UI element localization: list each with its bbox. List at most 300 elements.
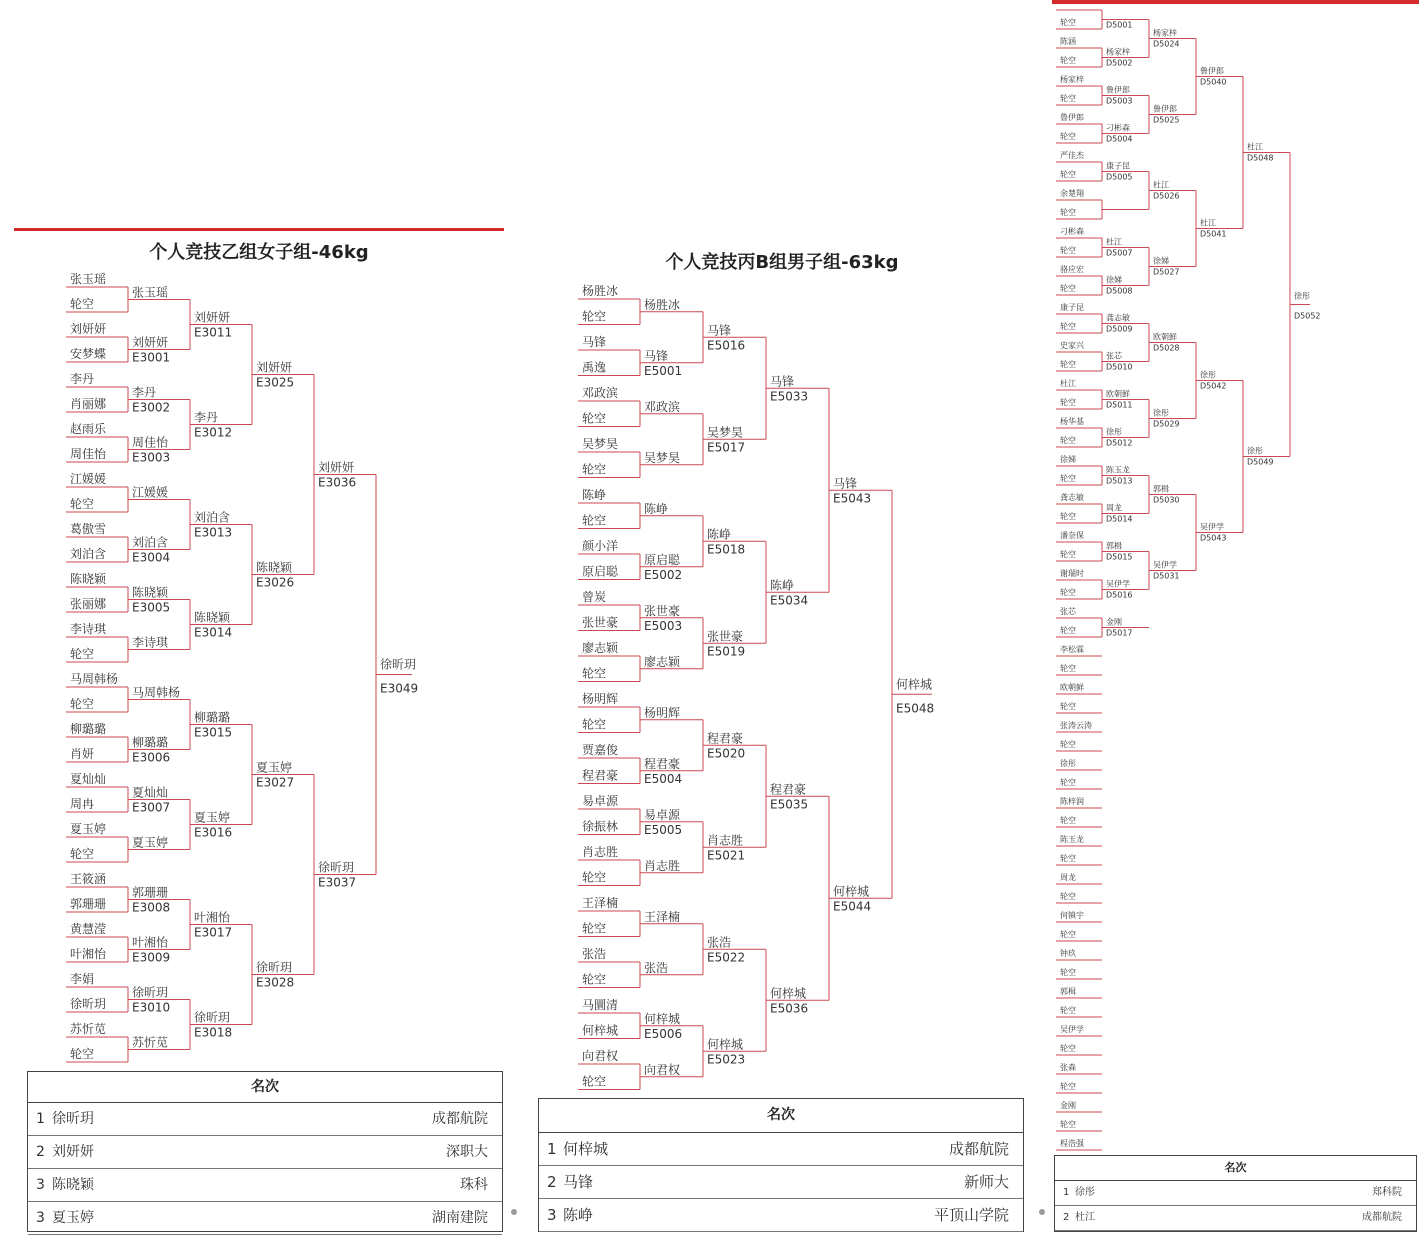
rank-school: 成都航院 <box>432 1111 488 1127</box>
player-name: 黄慧滢 <box>70 922 107 936</box>
player-name: 钟玖 <box>1060 949 1076 958</box>
player-name: 杨胜冰 <box>582 284 619 298</box>
player-name: 徐昕玥 <box>70 997 107 1011</box>
rank-school: 郑科院 <box>1372 1187 1402 1198</box>
player-name: 轮空 <box>1060 550 1076 559</box>
match-code: E3015 <box>194 725 233 740</box>
player-name: 夏灿灿 <box>70 772 107 786</box>
player-name: 肖志胜 <box>582 845 619 859</box>
ranking-row <box>1055 1181 1416 1206</box>
match-code: D5014 <box>1106 514 1133 524</box>
player-name: 轮空 <box>582 309 607 324</box>
player-name: 赵雨乐 <box>70 422 107 436</box>
match-code: D5027 <box>1153 267 1180 277</box>
winner-name: 徐昕玥 <box>380 657 417 672</box>
winner-name: 马锋 <box>644 348 669 363</box>
match-code: D5003 <box>1106 96 1133 106</box>
player-name: 刁彬森 <box>1060 227 1084 236</box>
match-code: D5005 <box>1106 172 1133 182</box>
player-name: 向君权 <box>582 1049 619 1063</box>
winner-name: 周佳怡 <box>132 435 169 450</box>
winner-name: 郭楫 <box>1106 541 1122 551</box>
winner-name: 郭楫 <box>1153 484 1169 494</box>
player-name: 轮空 <box>1060 930 1076 939</box>
winner-name: 康子昆 <box>1106 161 1130 171</box>
winner-name: 杜江 <box>1200 218 1216 228</box>
player-name: 周佳怡 <box>70 447 107 461</box>
winner-name: 徐昕玥 <box>132 985 169 1000</box>
match-code: E5020 <box>707 746 746 761</box>
match-code: E3010 <box>132 1000 171 1015</box>
winner-name: 欧朝鲜 <box>1106 389 1130 399</box>
player-name: 轮空 <box>1060 1044 1076 1053</box>
match-code: E3009 <box>132 950 171 965</box>
winner-name: 原启聪 <box>644 552 681 567</box>
player-name: 谢瑞时 <box>1060 569 1084 578</box>
match-code: D5024 <box>1153 39 1180 49</box>
rank-athlete-name: 何梓城 <box>563 1140 609 1158</box>
winner-name: 何梓城 <box>833 884 870 899</box>
player-name: 轮空 <box>1060 740 1076 749</box>
player-name: 轮空 <box>1060 664 1076 673</box>
match-code: D5049 <box>1247 457 1274 467</box>
player-name: 廖志颖 <box>582 641 619 655</box>
match-code: E5003 <box>644 618 683 633</box>
rank-school: 成都航院 <box>948 1140 1009 1158</box>
player-name: 轮空 <box>1060 512 1076 521</box>
player-name: 轮空 <box>1060 436 1076 445</box>
player-name: 轮空 <box>1060 854 1076 863</box>
player-name: 轮空 <box>1060 56 1076 65</box>
winner-name: 杨明辉 <box>644 705 681 720</box>
match-code: E3049 <box>380 681 419 696</box>
winner-name: 叶湘怡 <box>132 935 169 950</box>
player-name: 轮空 <box>70 847 95 861</box>
player-name: 轮空 <box>1060 322 1076 331</box>
match-code: D5042 <box>1200 381 1227 391</box>
winner-name: 鲁伊郎 <box>1153 104 1177 114</box>
match-code: E5048 <box>896 701 935 716</box>
player-name: 轮空 <box>1060 702 1076 711</box>
player-name: 轮空 <box>70 697 95 711</box>
player-name: 陈玉龙 <box>1060 835 1084 844</box>
rank-school: 成都航院 <box>1362 1212 1402 1223</box>
rank-athlete-name: 马锋 <box>563 1173 594 1191</box>
winner-name: 刁彬森 <box>1106 123 1130 133</box>
rank-athlete-name: 徐彤 <box>1075 1187 1095 1198</box>
winner-name: 王泽楠 <box>644 909 681 924</box>
match-code: E5022 <box>707 950 746 965</box>
winner-name: 鲁伊郎 <box>1106 85 1130 95</box>
player-name: 何镇宇 <box>1060 911 1084 920</box>
player-name: 李松霖 <box>1060 645 1084 654</box>
match-code: E3007 <box>132 800 171 815</box>
player-name: 潘奈保 <box>1060 531 1084 540</box>
rank-number: 2 <box>547 1173 557 1191</box>
winner-name: 程君豪 <box>644 756 681 771</box>
player-name: 杜江 <box>1060 379 1076 388</box>
match-code: D5008 <box>1106 286 1133 296</box>
rank-number: 3 <box>547 1206 557 1224</box>
winner-name: 夏灿灿 <box>132 785 169 800</box>
player-name: 安梦蝶 <box>70 347 107 361</box>
winner-name: 夏玉婷 <box>132 835 169 850</box>
winner-name: 刘泊含 <box>194 510 231 525</box>
player-name: 轮空 <box>70 1047 95 1061</box>
rank-athlete-name: 杜江 <box>1075 1212 1095 1223</box>
player-name: 肖妍 <box>70 747 95 761</box>
rank-number: 1 <box>1063 1187 1070 1198</box>
winner-name: 徐昕玥 <box>194 1010 231 1025</box>
match-code: D5052 <box>1294 311 1321 321</box>
winner-name: 吴伊学 <box>1200 522 1224 532</box>
winner-name: 陈晓颖 <box>132 585 169 600</box>
winner-name: 吴梦昊 <box>707 425 744 440</box>
player-name: 张芯 <box>1060 607 1076 616</box>
player-name: 徐娣 <box>1060 455 1076 464</box>
ranking-title: 名次 <box>28 1072 502 1103</box>
match-code: E3004 <box>132 550 171 565</box>
winner-name: 吴梦昊 <box>644 450 681 465</box>
match-code: E3026 <box>256 575 295 590</box>
match-code: E5033 <box>770 389 809 404</box>
rank-number: 1 <box>36 1111 45 1127</box>
match-code: D5026 <box>1153 191 1180 201</box>
player-name: 葛傲雪 <box>70 522 107 536</box>
winner-name: 杜江 <box>1106 237 1122 247</box>
match-code: D5009 <box>1106 324 1133 334</box>
winner-name: 何梓城 <box>707 1037 744 1052</box>
winner-name: 柳璐璐 <box>132 735 169 750</box>
winner-name: 苏忻苋 <box>132 1035 169 1050</box>
winner-name: 肖志胜 <box>644 858 681 873</box>
player-name: 轮空 <box>70 497 95 511</box>
winner-name: 李丹 <box>194 410 219 425</box>
winner-name: 周龙 <box>1106 503 1122 513</box>
match-code: E3027 <box>256 775 295 790</box>
winner-name: 肖志胜 <box>707 833 744 848</box>
player-name: 余楚翔 <box>1060 189 1084 198</box>
match-code: E3005 <box>132 600 171 615</box>
rank-school: 新师大 <box>963 1173 1009 1191</box>
winner-name: 杨家梓 <box>1153 28 1177 38</box>
player-name: 金刚 <box>1060 1101 1076 1110</box>
player-name: 颜小洋 <box>582 539 619 553</box>
winner-name: 廖志颖 <box>644 654 681 669</box>
player-name: 轮空 <box>1060 968 1076 977</box>
winner-name: 刘妍妍 <box>132 335 169 350</box>
winner-name: 陈峥 <box>644 501 669 516</box>
player-name: 轮空 <box>1060 1120 1076 1129</box>
player-name: 徐振林 <box>582 819 619 834</box>
match-code: E5021 <box>707 848 746 863</box>
winner-name: 郭珊珊 <box>132 885 169 900</box>
winner-name: 张世豪 <box>707 629 744 644</box>
player-name: 杨明辉 <box>582 692 619 706</box>
match-code: E3016 <box>194 825 233 840</box>
player-name: 李诗琪 <box>70 622 107 636</box>
match-code: D5029 <box>1153 419 1180 429</box>
winner-name: 吴伊学 <box>1106 579 1130 589</box>
player-name: 轮空 <box>70 647 95 661</box>
player-name: 刘妍妍 <box>70 322 107 336</box>
pagination-dot[interactable] <box>1039 1209 1045 1215</box>
winner-name: 徐昕玥 <box>256 960 293 975</box>
player-name: 马锋 <box>582 335 607 349</box>
winner-name: 马锋 <box>770 374 795 389</box>
player-name: 王泽楠 <box>582 896 619 910</box>
player-name: 马圜清 <box>582 998 619 1012</box>
winner-name: 徐彤 <box>1247 446 1263 456</box>
winner-name: 张芯 <box>1106 351 1122 361</box>
winner-name: 吴伊学 <box>1153 560 1177 570</box>
player-name: 轮空 <box>1060 170 1076 179</box>
player-name: 轮空 <box>582 921 607 936</box>
match-code: E5019 <box>707 644 746 659</box>
winner-name: 李丹 <box>132 385 157 400</box>
player-name: 杨华基 <box>1060 417 1084 426</box>
pagination-dot[interactable] <box>511 1209 517 1215</box>
match-code: E5016 <box>707 338 746 353</box>
ranking-row <box>1055 1206 1416 1231</box>
player-name: 贾嘉俊 <box>582 743 619 757</box>
winner-name: 刘泊含 <box>132 535 169 550</box>
winner-name: 刘妍妍 <box>194 310 231 325</box>
winner-name: 杨家梓 <box>1106 47 1130 57</box>
ranking-title: 名次 <box>539 1099 1023 1133</box>
player-name: 轮空 <box>70 297 95 311</box>
winner-name: 陈晓颖 <box>194 610 231 625</box>
player-name: 轮空 <box>1060 892 1076 901</box>
player-name: 吴梦昊 <box>582 437 619 451</box>
winner-name: 陈玉龙 <box>1106 465 1130 475</box>
player-name: 禹逸 <box>582 360 607 375</box>
match-code: D5016 <box>1106 590 1133 600</box>
player-name: 周龙 <box>1060 873 1076 882</box>
player-name: 马周韩杨 <box>70 672 119 686</box>
match-code: E3036 <box>318 475 357 490</box>
match-code: E3013 <box>194 525 233 540</box>
player-name: 刘泊含 <box>70 547 107 561</box>
winner-name: 易卓源 <box>644 807 681 822</box>
player-name: 轮空 <box>1060 1082 1076 1091</box>
rank-school: 深职大 <box>446 1144 488 1160</box>
player-name: 欧朝鲜 <box>1060 683 1084 692</box>
winner-name: 马周韩杨 <box>132 685 181 700</box>
winner-name: 杜江 <box>1153 180 1169 190</box>
player-name: 张浩 <box>582 947 607 961</box>
match-code: D5011 <box>1106 400 1133 410</box>
winner-name: 陈峥 <box>770 578 795 593</box>
winner-name: 徐娣 <box>1153 256 1169 266</box>
match-code: E3018 <box>194 1025 233 1040</box>
player-name: 康子昆 <box>1060 303 1084 312</box>
player-name: 轮空 <box>1060 778 1076 787</box>
player-name: 轮空 <box>1060 18 1076 27</box>
player-name: 轮空 <box>582 513 607 528</box>
match-code: E3025 <box>256 375 295 390</box>
player-name: 柳璐璐 <box>70 722 107 736</box>
winner-name: 柳璐璐 <box>194 710 231 725</box>
player-name: 轮空 <box>582 462 607 477</box>
player-name: 轮空 <box>1060 398 1076 407</box>
match-code: D5002 <box>1106 58 1133 68</box>
player-name: 陈峥 <box>582 488 607 502</box>
match-code: D5048 <box>1247 153 1274 163</box>
player-name: 陈晓颖 <box>70 572 107 586</box>
winner-name: 马锋 <box>707 323 732 338</box>
match-code: E3003 <box>132 450 171 465</box>
match-code: D5040 <box>1200 77 1227 87</box>
player-name: 史家兴 <box>1060 341 1084 350</box>
player-name: 轮空 <box>1060 284 1076 293</box>
player-name: 陈涵 <box>1060 37 1076 46</box>
player-name: 轮空 <box>582 666 607 681</box>
match-code: E5043 <box>833 491 872 506</box>
player-name: 张世豪 <box>582 615 619 630</box>
player-name: 吴伊学 <box>1060 1025 1084 1034</box>
winner-name: 江媛媛 <box>132 485 169 500</box>
winner-name: 徐彤 <box>1294 291 1310 301</box>
player-name: 张玉瑶 <box>70 272 107 286</box>
match-code: D5043 <box>1200 533 1227 543</box>
match-code: E5035 <box>770 797 809 812</box>
player-name: 轮空 <box>1060 132 1076 141</box>
winner-name: 张浩 <box>707 935 732 950</box>
rank-number: 2 <box>36 1144 45 1160</box>
winner-name: 陈晓颖 <box>256 560 293 575</box>
player-name: 轮空 <box>1060 360 1076 369</box>
player-name: 肖丽娜 <box>70 397 107 411</box>
player-name: 何梓城 <box>582 1023 619 1038</box>
player-name: 轮空 <box>1060 816 1076 825</box>
match-code: E3002 <box>132 400 171 415</box>
player-name: 轮空 <box>582 972 607 987</box>
player-name: 轮空 <box>582 870 607 885</box>
winner-name: 徐昕玥 <box>318 860 355 875</box>
match-code: E5004 <box>644 771 683 786</box>
player-name: 鲁伊郎 <box>1060 113 1084 122</box>
player-name: 张涛云涛 <box>1060 721 1092 730</box>
winner-name: 杜江 <box>1247 142 1263 152</box>
rank-athlete-name: 刘妍妍 <box>52 1144 94 1160</box>
match-code: E5023 <box>707 1052 746 1067</box>
rank-number: 2 <box>1063 1212 1070 1223</box>
player-name: 徐彤 <box>1060 759 1076 768</box>
player-name: 邓政滨 <box>582 386 619 400</box>
match-code: D5007 <box>1106 248 1133 258</box>
player-name: 张丽娜 <box>70 597 107 611</box>
player-name: 轮空 <box>582 411 607 426</box>
winner-name: 杨胜冰 <box>644 297 681 312</box>
match-code: E5034 <box>770 593 809 608</box>
winner-name: 何梓城 <box>644 1011 681 1026</box>
winner-name: 欧朝鲜 <box>1153 332 1177 342</box>
player-name: 轮空 <box>1060 626 1076 635</box>
winner-name: 张世豪 <box>644 603 681 618</box>
player-name: 夏玉婷 <box>70 822 107 836</box>
match-code: E3006 <box>132 750 171 765</box>
match-code: D5004 <box>1106 134 1133 144</box>
player-name: 轮空 <box>1060 1006 1076 1015</box>
rank-number: 1 <box>547 1140 557 1158</box>
bracket-title: 个人竞技丙B组男子组-63kg <box>665 252 899 273</box>
match-code: E5002 <box>644 567 683 582</box>
match-code: E5006 <box>644 1026 683 1041</box>
match-code: D5025 <box>1153 115 1180 125</box>
player-name: 张森 <box>1060 1063 1076 1072</box>
rank-athlete-name: 夏玉婷 <box>52 1210 94 1226</box>
bracket-title: 个人竞技乙组女子组-46kg <box>149 242 369 263</box>
player-name: 李娟 <box>70 972 95 986</box>
winner-name: 龚志敏 <box>1106 313 1130 323</box>
match-code: D5031 <box>1153 571 1180 581</box>
player-name: 杨家梓 <box>1060 75 1084 84</box>
rank-athlete-name: 徐昕玥 <box>52 1111 94 1127</box>
rank-number: 3 <box>36 1177 45 1193</box>
ranking-title: 名次 <box>1055 1156 1416 1181</box>
match-code: E3012 <box>194 425 233 440</box>
match-code: D5010 <box>1106 362 1133 372</box>
player-name: 江媛媛 <box>70 472 107 486</box>
match-code: E5044 <box>833 899 872 914</box>
player-name: 轮空 <box>1060 588 1076 597</box>
match-code: E5001 <box>644 363 683 378</box>
match-code: D5017 <box>1106 628 1133 638</box>
winner-name: 夏玉婷 <box>194 810 231 825</box>
winner-name: 程君豪 <box>707 731 744 746</box>
player-name: 轮空 <box>1060 246 1076 255</box>
winner-name: 徐彤 <box>1200 370 1216 380</box>
winner-name: 马锋 <box>833 476 858 491</box>
match-code: E3017 <box>194 925 233 940</box>
winner-name: 夏玉婷 <box>256 760 293 775</box>
match-code: E5017 <box>707 440 746 455</box>
winner-name: 徐彤 <box>1106 427 1122 437</box>
winner-name: 张玉瑶 <box>132 285 169 300</box>
player-name: 轮空 <box>582 717 607 732</box>
match-code: E5036 <box>770 1001 809 1016</box>
winner-name: 叶湘怡 <box>194 910 231 925</box>
player-name: 程君豪 <box>582 768 619 783</box>
winner-name: 何梓城 <box>770 986 807 1001</box>
winner-name: 徐彤 <box>1153 408 1169 418</box>
winner-name: 张浩 <box>644 960 669 975</box>
match-code: D5012 <box>1106 438 1133 448</box>
rank-athlete-name: 陈晓颖 <box>52 1177 94 1193</box>
player-name: 李丹 <box>70 372 95 386</box>
player-name: 严佳杰 <box>1060 151 1084 160</box>
rank-school: 珠科 <box>460 1177 488 1193</box>
player-name: 曾炭 <box>582 590 607 604</box>
winner-name: 程君豪 <box>770 782 807 797</box>
match-code: E3037 <box>318 875 357 890</box>
rank-school: 湖南建院 <box>432 1210 488 1226</box>
winner-name: 向君权 <box>644 1062 681 1077</box>
match-code: E3008 <box>132 900 171 915</box>
match-code: E3011 <box>194 325 233 340</box>
match-code: D5030 <box>1153 495 1180 505</box>
rank-athlete-name: 陈峥 <box>563 1206 594 1224</box>
match-code: D5001 <box>1106 20 1133 30</box>
player-name: 周冉 <box>70 797 95 811</box>
player-name: 原启聪 <box>582 564 619 579</box>
player-name: 叶湘怡 <box>70 947 107 961</box>
player-name: 轮空 <box>1060 208 1076 217</box>
match-code: E3028 <box>256 975 295 990</box>
match-code: D5015 <box>1106 552 1133 562</box>
player-name: 陈梓润 <box>1060 797 1084 806</box>
